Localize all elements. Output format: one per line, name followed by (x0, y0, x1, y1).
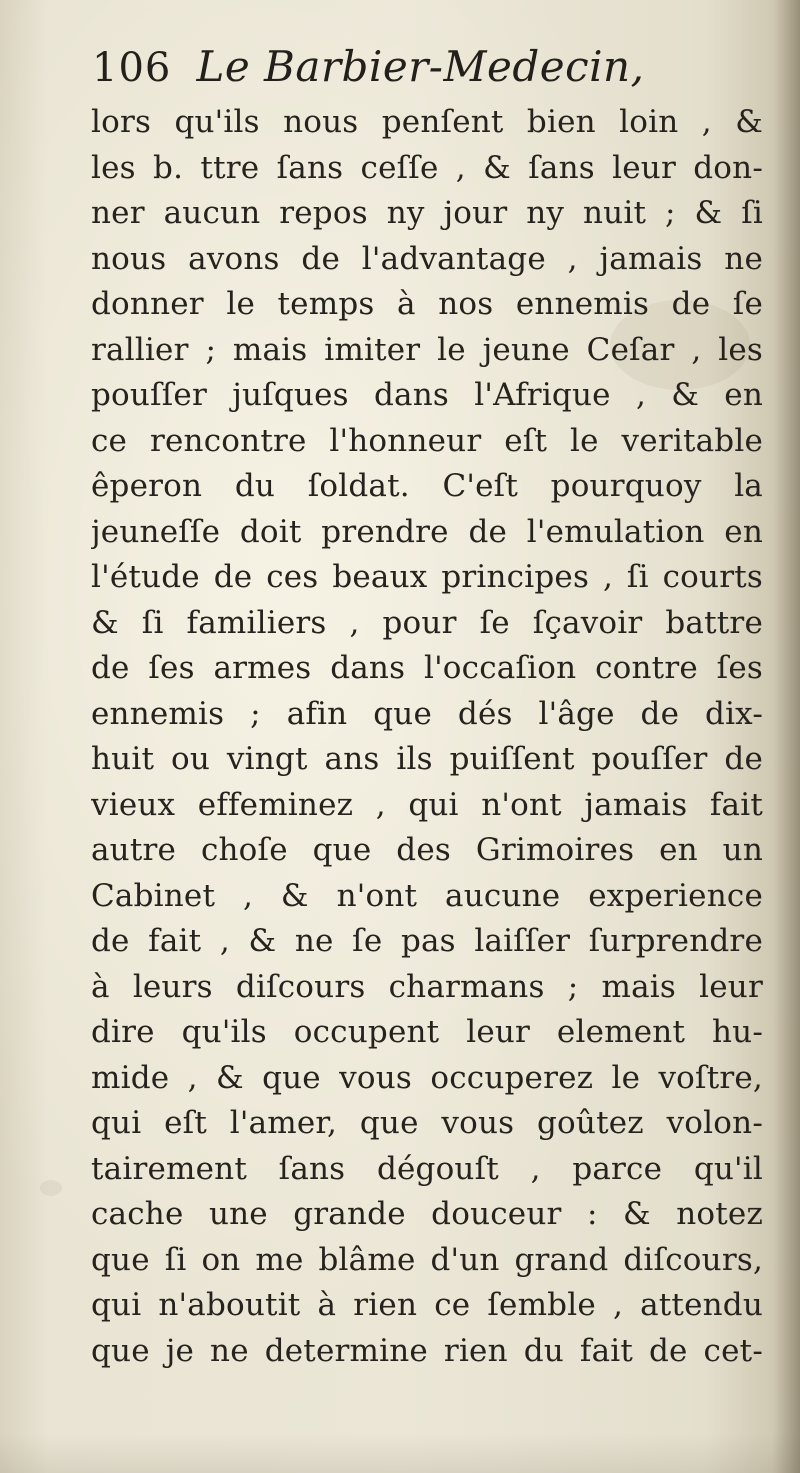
page-number: 106 (92, 45, 172, 91)
text-line: & ſi familiers , pour ſe ſçavoir battre (91, 604, 763, 641)
page-edge-shadow (772, 0, 800, 1473)
text-line: jeuneſſe doit prendre de l'emulation en (91, 513, 763, 550)
text-line: de ſes armes dans l'occaſion contre ſes (91, 650, 763, 686)
body-text (91, 100, 763, 1374)
text-line: vieux effeminez , qui n'ont jamais fait (91, 786, 763, 823)
text-line: que je ne determine rien du fait de cet- (91, 1332, 763, 1369)
text-line: donner le temps à nos ennemis de ſe (91, 286, 763, 322)
text-line: êperon du ſoldat. C'eſt pourquoy la (91, 468, 763, 504)
running-title: Le Barbier-Medecin, (196, 42, 645, 91)
text-line: ce rencontre l'honneur eſt le veritable (91, 422, 763, 459)
text-line: ennemis ; afin que dés l'âge de dix- (91, 695, 763, 732)
page-bottom-shadow (0, 1433, 800, 1473)
text-line: ner aucun repos ny jour ny nuit ; & ſi (91, 195, 763, 231)
text-line: lors qu'ils nous penſent bien loin , & (91, 104, 763, 140)
text-line: qui eſt l'amer, que vous goûtez volon- (91, 1105, 763, 1141)
text-line: rallier ; mais imiter le jeune Ceſar , les (91, 331, 763, 368)
text-line: que ſi on me blâme d'un grand diſcours, (91, 1241, 763, 1278)
text-line: les b. ttre ſans ceſſe , & ſans leur don- (91, 149, 763, 186)
text-line: dire qu'ils occupent leur element hu- (91, 1014, 763, 1050)
text-line: l'étude de ces beaux principes , ſi courts (91, 559, 763, 595)
text-line: tairement ſans dégouſt , parce qu'il (91, 1150, 763, 1187)
page-header (92, 42, 772, 102)
ink-blot (40, 1180, 62, 1196)
text-line: de fait , & ne ſe pas laiſſer ſurprendre (91, 923, 763, 959)
text-line: huit ou vingt ans ils puiſſent pouſſer de (91, 741, 763, 777)
text-line: mide , & que vous occuperez le voſtre, (91, 1059, 763, 1096)
text-line: qui n'aboutit à rien ce ſemble , attendu (91, 1287, 763, 1323)
text-line: à leurs diſcours charmans ; mais leur (91, 968, 763, 1005)
text-line: autre choſe que des Grimoires en un (91, 832, 763, 868)
text-line: nous avons de l'advantage , jamais ne (91, 240, 763, 277)
text-line: pouſſer juſques dans l'Afrique , & en (91, 377, 763, 413)
text-line: Cabinet , & n'ont aucune experience (91, 877, 763, 914)
text-line: cache une grande douceur : & notez (91, 1196, 763, 1232)
